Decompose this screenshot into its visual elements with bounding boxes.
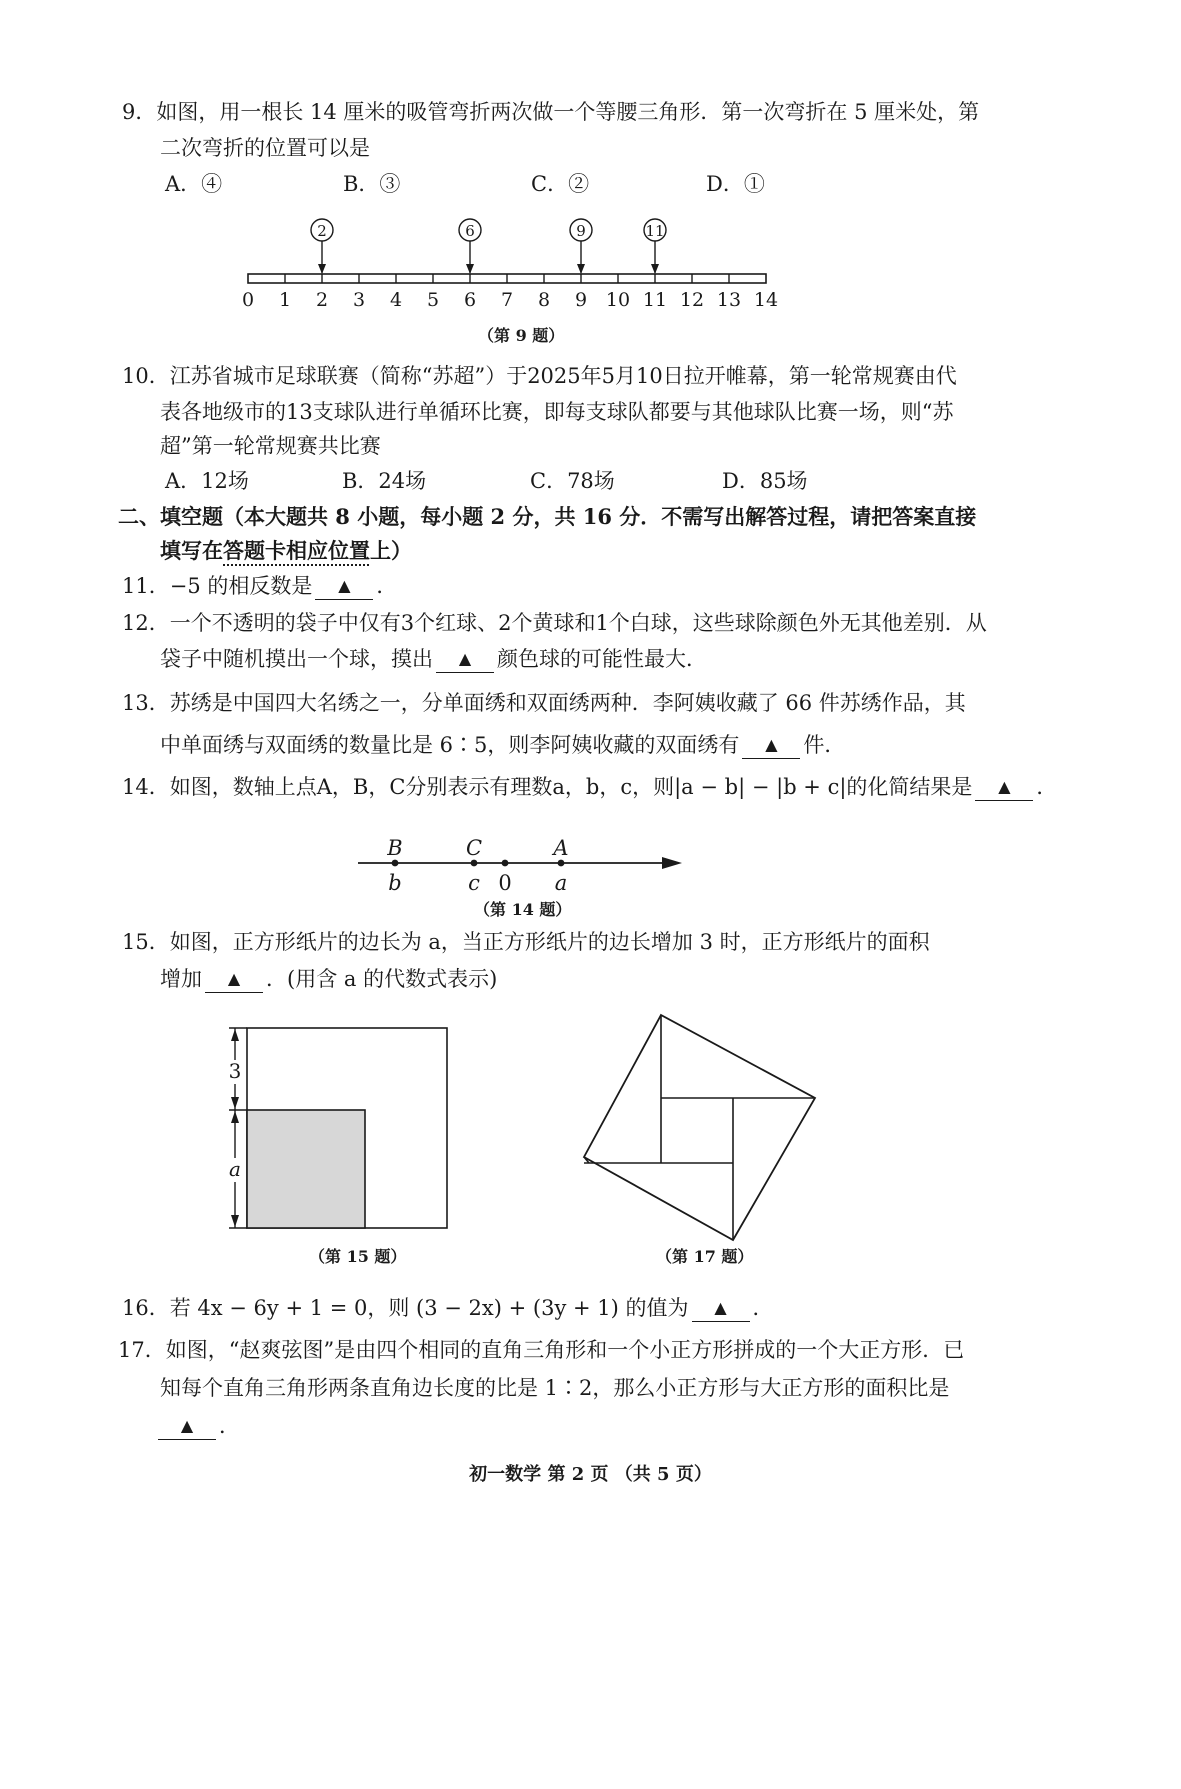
- q17-fig-caption: （第 17 题）: [656, 1247, 754, 1266]
- ruler-tick-label: 12: [679, 289, 705, 311]
- ruler-tick-label: 13: [716, 289, 742, 311]
- q10-option-d: D．85场: [722, 469, 808, 493]
- ruler-tick-label: 9: [574, 289, 588, 311]
- section2-heading-line2: 填写在答题卡相应位置上）: [160, 538, 412, 563]
- ruler-tick-label: 6: [463, 289, 477, 311]
- q16: 16．若 4x − 6y + 1 = 0，则 (3 − 2x) + (3y + 1) 的值为 ▲ ．: [122, 1296, 774, 1322]
- page-footer: 初一数学 第 2 页 （共 5 页）: [469, 1464, 712, 1485]
- q10-option-c: C．78场: [530, 469, 615, 493]
- q17-line1: 17．如图，“赵爽弦图”是由四个相同的直角三角形和一个小正方形拼成的一个大正方形．已: [118, 1338, 965, 1362]
- label-lower-b: b: [388, 871, 402, 895]
- q9-option-d: D．①: [706, 172, 765, 196]
- q9-line1: 9．如图，用一根长 14 厘米的吸管弯折两次做一个等腰三角形．第一次弯折在 5 厘米处，第: [122, 100, 980, 124]
- point-c-dot: [471, 860, 478, 867]
- point-zero-dot: [502, 860, 509, 867]
- q9-option-c: C．②: [531, 172, 590, 196]
- q11: 11．−5 的相反数是 ▲ ．: [122, 574, 397, 600]
- ruler-tick-label: 3: [352, 289, 366, 311]
- arrow-up-a: [231, 1111, 239, 1123]
- q9-line2: 二次弯折的位置可以是: [160, 136, 370, 160]
- ruler-tick-label: 14: [753, 289, 779, 311]
- fig17-zhao-shuang-diagram: [575, 1005, 835, 1245]
- ruler-tick-label: 0: [241, 289, 255, 311]
- q14-line1: 14．如图，数轴上点A，B，C分别表示有理数a，b，c，则|a − b| − |b + c|的化简结果是 ▲ ．: [122, 775, 1057, 801]
- marker-arrowhead: [577, 264, 585, 274]
- q13-line2: 中单面绣与双面绣的数量比是 6∶5，则李阿姨收藏的双面绣有 ▲ 件．: [160, 733, 845, 759]
- ruler-tick-label: 11: [642, 289, 668, 311]
- label-lower-zero: 0: [498, 871, 512, 895]
- answer-blank: ▲: [692, 1296, 750, 1322]
- q10-option-a: A．12场: [165, 469, 249, 493]
- arrow-down-3: [231, 1097, 239, 1109]
- shaded-small-square: [247, 1110, 365, 1228]
- ruler-tick-label: 4: [389, 289, 403, 311]
- q9-option-b: B．③: [343, 172, 401, 196]
- q12-line1: 12．一个不透明的袋子中仅有3个红球、2个黄球和1个白球，这些球除颜色外无其他差别．从: [122, 611, 987, 635]
- ruler-tick-label: 10: [605, 289, 631, 311]
- q9-caption: （第 9 题）: [478, 326, 565, 345]
- marker-label: 6: [465, 222, 475, 240]
- q10-line2: 表各地级市的13支球队进行单循环比赛，即每支球队都要与其他球队比赛一场，则“苏: [160, 400, 954, 424]
- arrow-down-a: [231, 1215, 239, 1227]
- marker-arrowhead: [466, 264, 474, 274]
- outer-square: [584, 1015, 815, 1240]
- fig15-square-diagram: [215, 1020, 465, 1240]
- answer-blank: ▲: [205, 967, 263, 993]
- label-a: a: [229, 1157, 241, 1181]
- point-b-dot: [392, 860, 399, 867]
- q12-line2: 袋子中随机摸出一个球，摸出 ▲ 颜色球的可能性最大．: [160, 647, 707, 673]
- ruler-tick-label: 8: [537, 289, 551, 311]
- ruler-tick-label: 5: [426, 289, 440, 311]
- label-lower-a: a: [554, 871, 568, 895]
- marker-label: 2: [317, 222, 327, 240]
- q14-number-line: [350, 830, 690, 900]
- answer-blank: ▲: [742, 733, 800, 759]
- marker-label: 9: [576, 222, 586, 240]
- q17-line3: ▲ ．: [155, 1414, 240, 1440]
- ruler-tick-label: 2: [315, 289, 329, 311]
- label-upper-c: C: [465, 836, 483, 860]
- ruler-tick-label: 7: [500, 289, 514, 311]
- q9-option-a: A．④: [165, 172, 223, 196]
- answer-blank: ▲: [158, 1414, 216, 1440]
- q17-line2: 知每个直角三角形两条直角边长度的比是 1∶2，那么小正方形与大正方形的面积比是: [160, 1376, 950, 1400]
- q10-line1: 10．江苏省城市足球联赛（简称“苏超”）于2025年5月10日拉开帷幕，第一轮常规赛由代: [122, 364, 957, 388]
- label-upper-b: B: [387, 836, 403, 860]
- marker-arrowhead: [318, 264, 326, 274]
- q15-line2: 增加 ▲ ．(用含 a 的代数式表示): [160, 967, 497, 993]
- q14-caption: （第 14 题）: [474, 900, 572, 919]
- answer-blank: ▲: [436, 647, 494, 673]
- dotted-emphasis: 答题卡相应位置: [223, 538, 370, 563]
- q9-ruler-figure: [230, 208, 800, 323]
- answer-blank: ▲: [315, 574, 373, 600]
- q10-line3: 超”第一轮常规赛共比赛: [160, 434, 381, 458]
- answer-blank: ▲: [975, 775, 1033, 801]
- q10-option-b: B．24场: [342, 469, 427, 493]
- ruler-tick-label: 1: [278, 289, 292, 311]
- label-lower-c: c: [468, 871, 480, 895]
- section2-heading-line1: 二、填空题（本大题共 8 小题，每小题 2 分，共 16 分．不需写出解答过程，请把答案直接: [118, 504, 977, 529]
- arrow-up-3: [231, 1029, 239, 1041]
- q15-line1: 15．如图，正方形纸片的边长为 a，当正方形纸片的边长增加 3 时，正方形纸片的面积: [122, 930, 930, 954]
- axis-arrowhead: [662, 857, 682, 869]
- label-3: 3: [228, 1059, 242, 1083]
- label-upper-a: A: [553, 836, 569, 860]
- marker-label: 11: [645, 222, 665, 240]
- q15-caption: （第 15 题）: [309, 1247, 407, 1266]
- q13-line1: 13．苏绣是中国四大名绣之一，分单面绣和双面绣两种．李阿姨收藏了 66 件苏绣作品，其: [122, 691, 966, 715]
- marker-arrowhead: [651, 264, 659, 274]
- point-a-dot: [558, 860, 565, 867]
